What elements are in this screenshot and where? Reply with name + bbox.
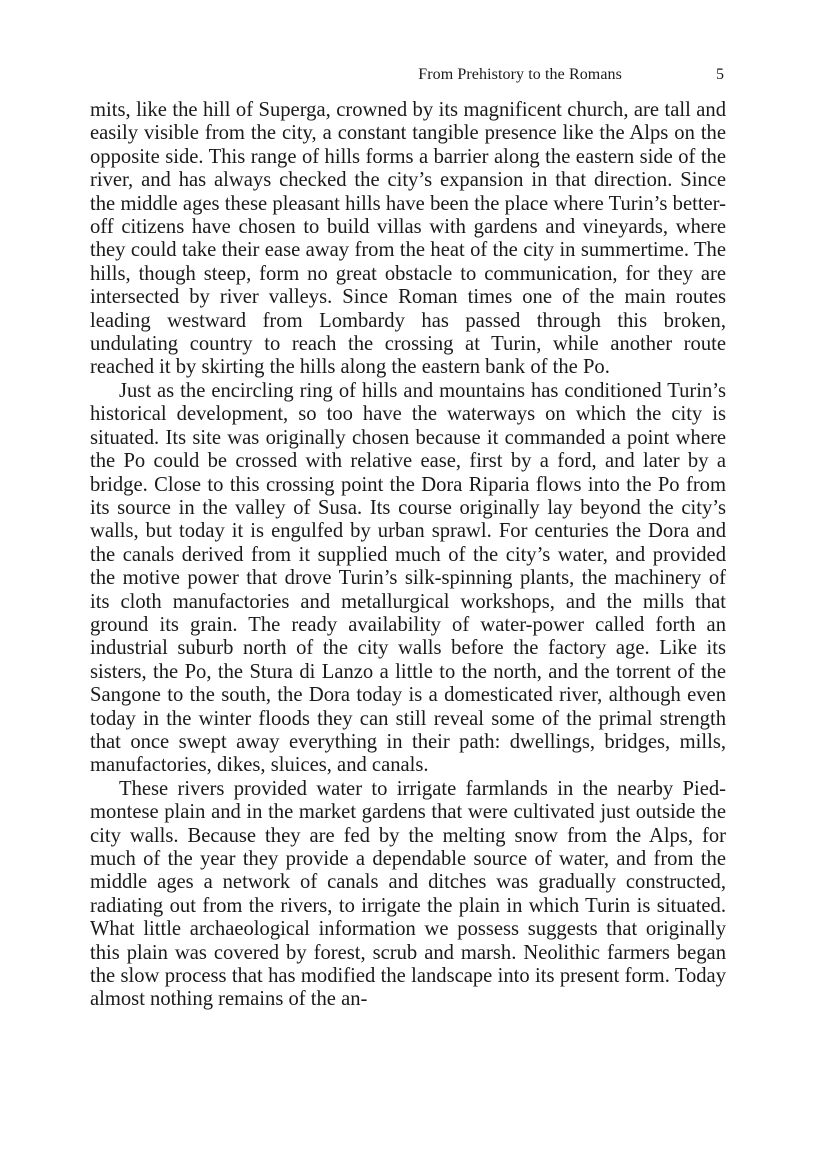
paragraph-irrigation: These rivers provided water to irrigate farmlands in the nearby Piedmontese plain and in the market gardens that were cultivated just outside the city walls. Because they are fed by the melting snow from the Alps, for much of the year they provide a dependable source of water, and from the middle ages a network of canals and ditches was gradually constructed, radiating out from the rivers, to irrigate the plain in which Turin is situated. What little archaeological information we possess suggests that originally this plain was covered by forest, scrub and marsh. Neolithic farmers began the slow process that has modified the landscape into its present form. Today almost nothing remains of the an- [90, 777, 726, 1011]
running-head-title: From Prehistory to the Romans [418, 66, 622, 83]
paragraph-waterways: Just as the encircling ring of hills and mountains has conditioned Turin’s historical development, so too have the waterways on which the city is situated. Its site was originally chosen because it commanded a point where the Po could be crossed with relative ease, first by a ford, and later by a bridge. Close to this crossing point the Dora Riparia flows into the Po from its source in the valley of Susa. Its course originally lay beyond the city’s walls, but today it is engulfed by urban sprawl. For centuries the Dora and the canals derived from it supplied much of the city’s water, and provided the motive power that drove Turin’s silk-spinning plants, the machinery of its cloth manufactories and metallurgical workshops, and the mills that ground its grain. The ready availability of water-power called forth an industrial suburb north of the city walls before the factory age. Like its sisters, the Po, the Stura di Lanzo a little to the north, and the torrent of the Sangone to the south, the Dora today is a domesticated river, although even today in the winter floods they can still reveal some of the primal strength that once swept away everything in their path: dwellings, bridges, mills, manufactories, dikes, sluices, and canals. [90, 379, 726, 777]
running-head [90, 66, 726, 88]
paragraph-continuation: mits, like the hill of Superga, crowned by its magnificent church, are tall and easily visible from the city, a constant tangible presence like the Alps on the opposite side. This range of hills forms a barrier along the eastern side of the river, and has always checked the city’s expansion in that direction. Since the middle ages these pleasant hills have been the place where Turin’s better-off citizens have chosen to build villas with gardens and vineyards, where they could take their ease away from the heat of the city in summertime. The hills, though steep, form no great obstacle to communication, for they are intersected by river valleys. Since Roman times one of the main routes leading westward from Lombardy has passed through this broken, undulating country to reach the crossing at Turin, while another route reached it by skirting the hills along the eastern bank of the Po. [90, 99, 726, 379]
body-text [90, 99, 726, 1012]
page-number: 5 [716, 66, 724, 83]
